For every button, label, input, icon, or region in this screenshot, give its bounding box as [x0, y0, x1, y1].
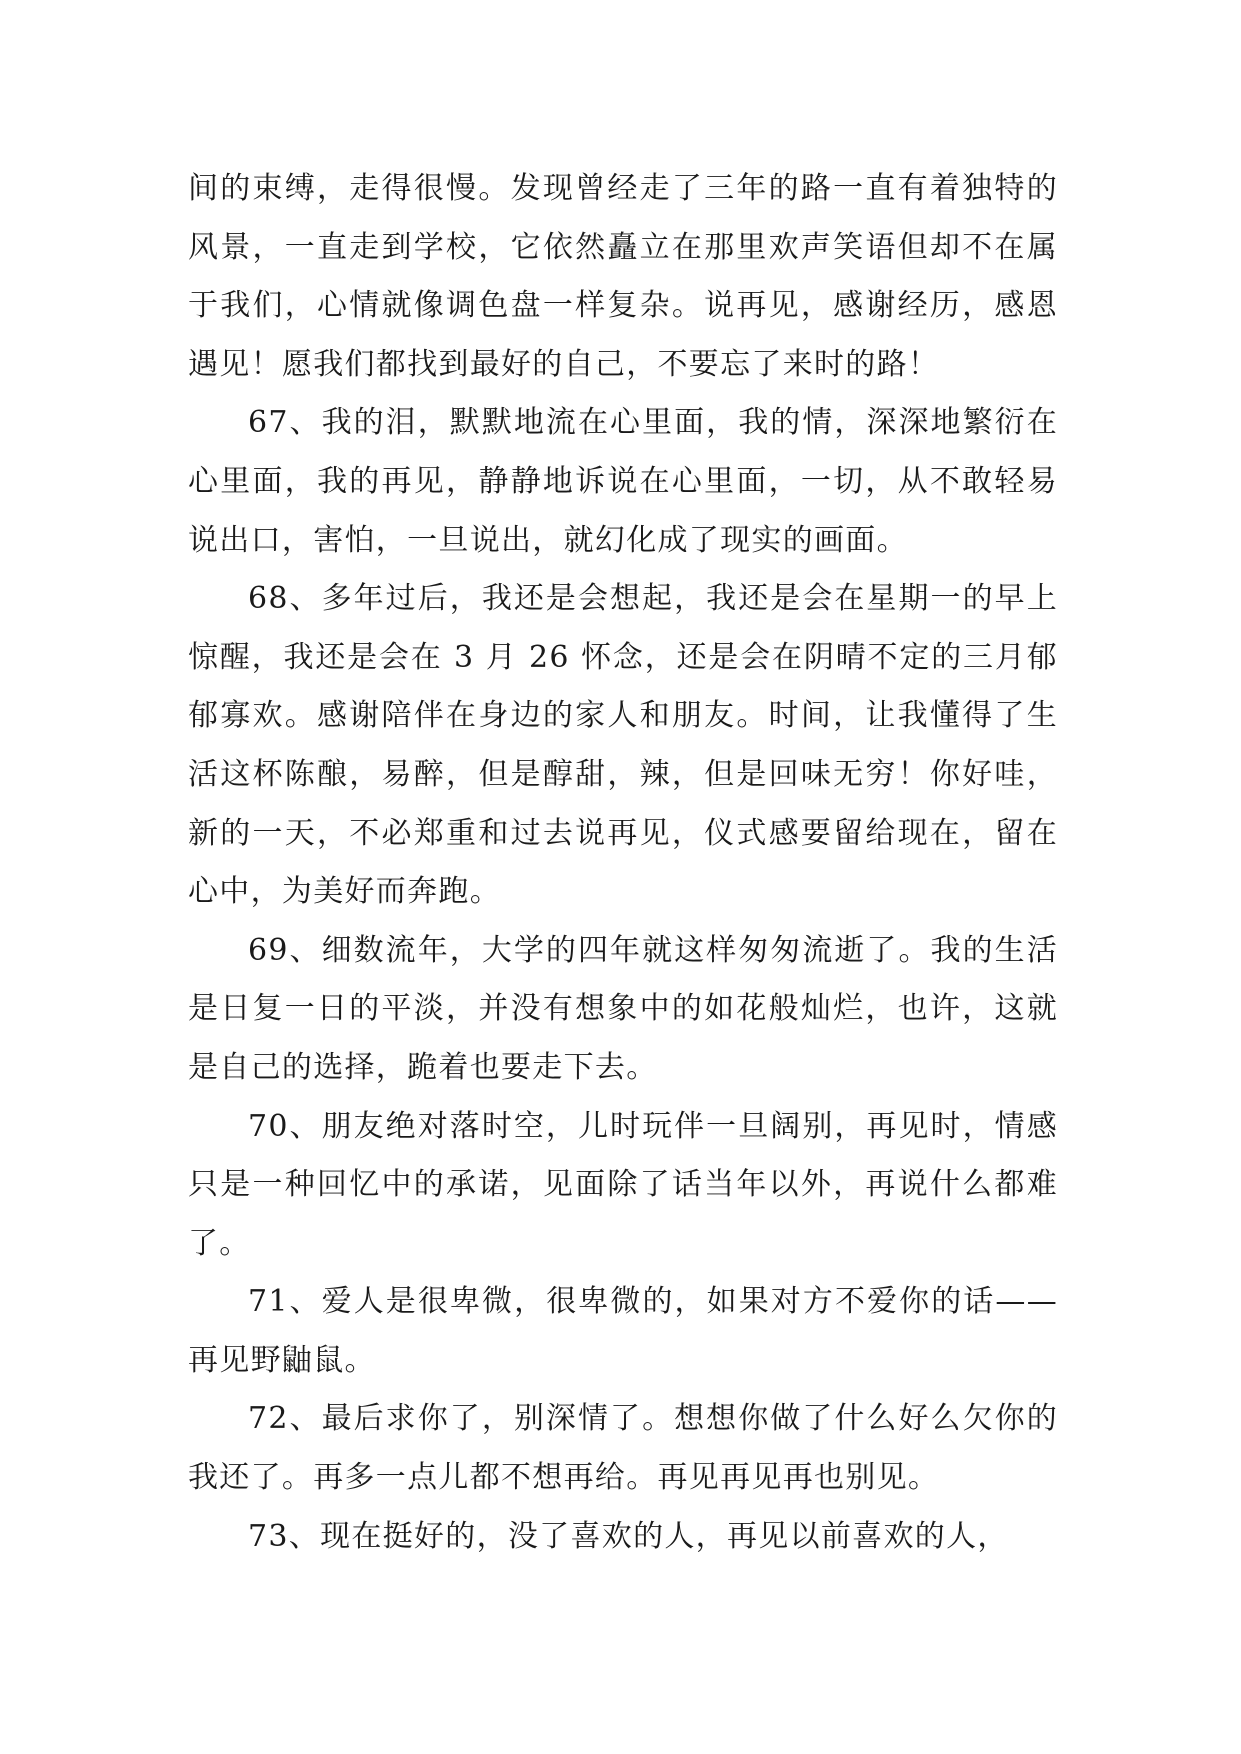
paragraph-item-72: 72、最后求你了，别深情了。想想你做了什么好么欠你的我还了。再多一点儿都不想再给。再见再见再也别见。: [188, 1401, 1058, 1496]
document-body: [188, 160, 1058, 1566]
paragraph-item-73: 73、现在挺好的，没了喜欢的人，再见以前喜欢的人，: [248, 1518, 1009, 1554]
paragraph-item-69: 69、细数流年，大学的四年就这样匆匆流逝了。我的生活是日复一日的平淡，并没有想象中的如花般灿烂，也许，这就是自己的选择，跪着也要走下去。: [188, 932, 1058, 1085]
paragraph-item-70: 70、朋友绝对落时空，儿时玩伴一旦阔别，再见时，情感只是一种回忆中的承诺，见面除了话当年以外，再说什么都难了。: [188, 1108, 1058, 1261]
paragraph-item-68: 68、多年过后，我还是会想起，我还是会在星期一的早上惊醒，我还是会在 3 月 26 怀念，还是会在阴晴不定的三月郁郁寡欢。感谢陪伴在身边的家人和朋友。时间，让我懂得了生活这杯陈酿，易醉，但是醇甜，辣，但是回味无穷！你好哇，新的一天，不必郑重和过去说再见，仪式感要留给现在，留在心中，为美好而奔跑。: [188, 581, 1058, 910]
paragraph-item-67: 67、我的泪，默默地流在心里面，我的情，深深地繁衍在心里面，我的再见，静静地诉说在心里面，一切，从不敢轻易说出口，害怕，一旦说出，就幻化成了现实的画面。: [188, 405, 1058, 558]
paragraph-continuation: 间的束缚，走得很慢。发现曾经走了三年的路一直有着独特的风景，一直走到学校，它依然矗立在那里欢声笑语但却不在属于我们，心情就像调色盘一样复杂。说再见，感谢经历，感恩遇见！愿我们都找到最好的自己，不要忘了来时的路！: [188, 171, 1058, 382]
paragraph-item-71: 71、爱人是很卑微，很卑微的，如果对方不爱你的话——再见野鼬鼠。: [188, 1284, 1058, 1378]
